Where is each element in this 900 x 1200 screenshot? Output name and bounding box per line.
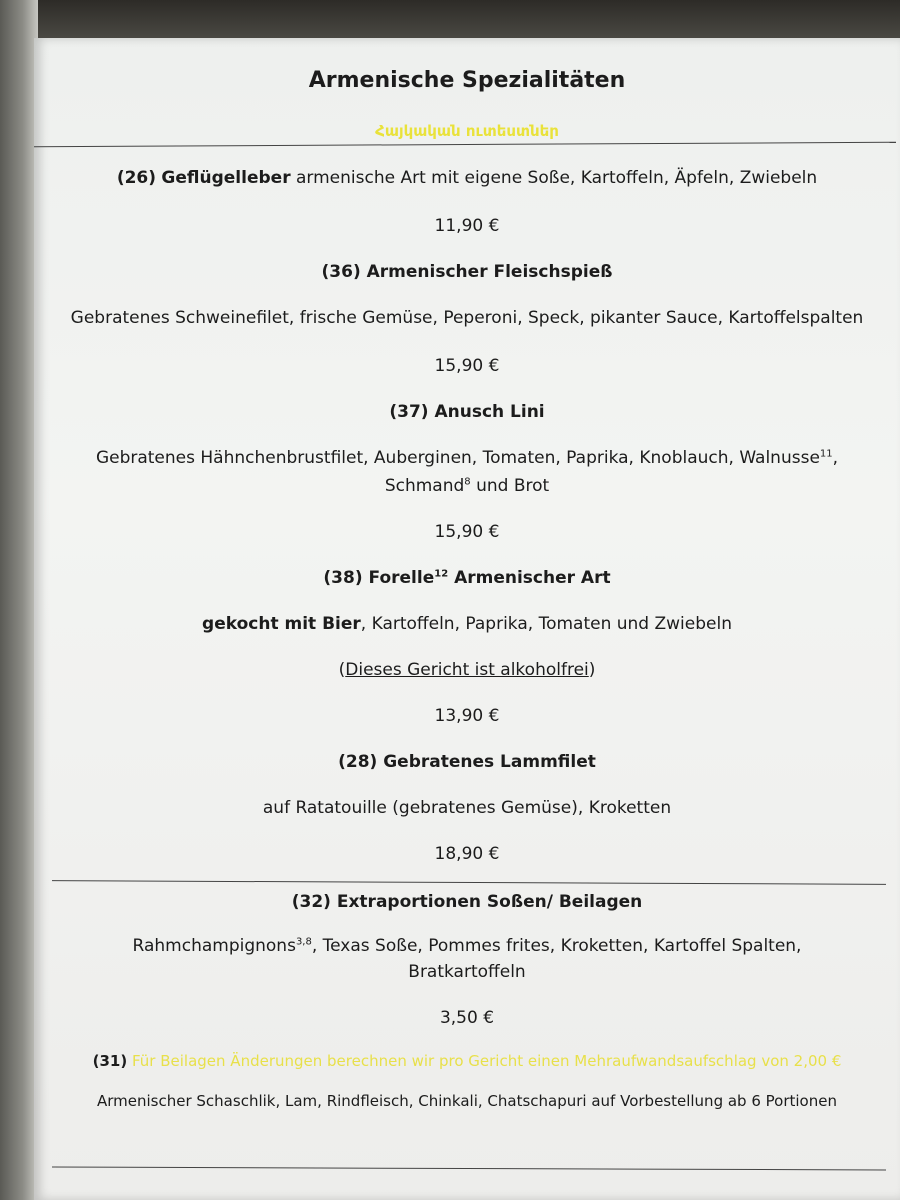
preorder-note: Armenischer Schaschlik, Lam, Rindfleisch, Chinkali, Chatschapuri auf Vorbestellung ab 6 Portionen [97,1092,837,1110]
dish-37-desc-text: Gebratenes Hähnchenbrustfilet, Auberginen, Tomaten, Paprika, Knoblauch, Walnusse [95,448,820,468]
dish-26-number: (26) [116,168,157,188]
allergen-sup: 3,8 [295,936,312,948]
page-title: Armenische Spezialitäten [308,68,626,93]
extras-rahmchampignons: Rahmchampignons [132,936,296,956]
dish-26-name: Geflügelleber [161,168,291,188]
dish-37-desc-line1 [34,448,900,468]
extras-title: (32) Extraportionen Soßen/ Beilagen [291,892,643,912]
divider-bottom [52,1167,886,1171]
extras-line1-rest: , Texas Soße, Pommes frites, Kroketten, Kartoffel Spalten, [311,936,802,956]
armenian-subtitle: Հայկական ուտեստներ [375,122,559,140]
dish-37-price: 15,90 € [434,522,500,542]
dish-38-note-text: Dieses Gericht ist alkoholfrei [345,660,589,680]
dish-38-note [34,660,900,680]
dish-38-desc-bold: gekocht mit Bier [202,614,361,634]
dish-38-desc-rest: , Kartoffeln, Paprika, Tomaten und Zwiebeln [360,614,732,634]
background-top [0,0,900,40]
footnote-number: (31) [92,1052,128,1070]
dish-38-title-a: (38) Forelle [323,568,435,588]
dish-38-title-b: Armenischer Art [448,568,611,588]
dish-28-desc: auf Ratatouille (gebratenes Gemüse), Kroketten [262,798,672,818]
dish-37-desc-line2 [34,476,900,496]
dish-28-title: (28) Gebratenes Lammfilet [338,752,596,772]
dish-26-desc: armenische Art mit eigene Soße, Kartoffeln, Äpfeln, Zwiebeln [295,168,818,188]
menu-binder-edge [0,0,38,1200]
footnote [34,1052,900,1070]
dish-26-line [34,168,900,188]
extras-line1 [34,936,900,956]
extras-price: 3,50 € [439,1008,495,1028]
dish-36-title: (36) Armenischer Fleischspieß [321,262,613,282]
paren-open: ( [338,660,346,680]
dish-36-desc: Gebratenes Schweinefilet, frische Gemüse, Peperoni, Speck, pikanter Sauce, Kartoffelspalten [70,308,864,328]
dish-37-desc-schmand: Schmand [384,476,465,496]
dish-38-title [34,568,900,588]
dish-36-price: 15,90 € [434,356,500,376]
allergen-sup: 8 [464,476,471,488]
dish-38-desc [34,614,900,634]
dish-26-price: 11,90 € [434,216,500,236]
comma: , [832,448,839,468]
dish-37-title: (37) Anusch Lini [389,402,545,422]
footnote-text: Für Beilagen Änderungen berechnen wir pro Gericht einen Mehraufwandsaufschlag von 2,00 € [131,1052,842,1070]
dish-28-price: 18,90 € [434,844,500,864]
paren-close: ) [588,660,596,680]
divider-top [34,142,896,148]
allergen-sup: 11 [819,448,833,460]
dish-38-price: 13,90 € [434,706,500,726]
dish-37-desc-brot: und Brot [470,476,550,496]
allergen-sup: 12 [434,568,449,580]
divider-middle [52,880,886,885]
extras-line2: Bratkartoffeln [408,962,526,982]
menu-page [34,38,900,1200]
